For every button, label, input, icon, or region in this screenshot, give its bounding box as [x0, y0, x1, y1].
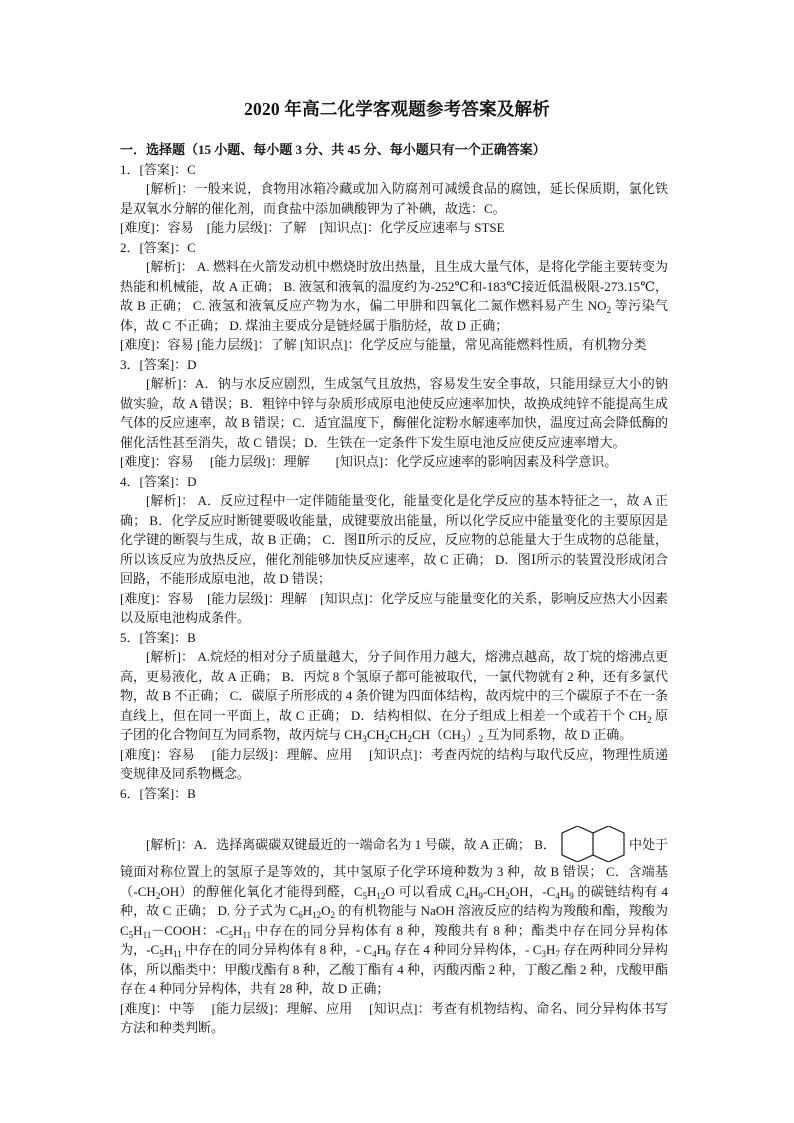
answer-line: 4．[答案]：D: [120, 473, 197, 489]
analysis-paragraph: [120, 826, 668, 999]
difficulty-line: [难度]：容易 [能力层级]：了解 [知识点]：化学反应与能量，常见高能燃料性质，有机物分类: [120, 337, 647, 352]
analysis-text-before-figure: [解析]：A．选择离碳碳双键最近的一端命名为 1 号碳，故 A 正确； B．: [146, 837, 556, 852]
answer-line: 5．[答案]：B: [120, 629, 196, 645]
question-block-3: [120, 355, 668, 472]
answer-line: 3．[答案]：D: [120, 356, 197, 372]
question-block-1: [120, 160, 668, 238]
analysis-paragraph: [解析]：一般来说，食物用冰箱冷藏或加入防腐剂可减缓食品的腐蚀，延长保质期，氯化铁是双氧水分解的催化剂，而食盐中添加碘酸钾为了补碘，故选：C。: [120, 181, 668, 216]
difficulty-line: [难度]：中等 [能力层级]：理解、应用 [知识点]：考查有机物结构、命名、同分异构体书写方法和种类判断。: [120, 1000, 668, 1035]
answer-line: 1．[答案]：C: [120, 161, 196, 177]
question-block-2: [120, 238, 668, 355]
analysis-paragraph: [解析]： A. 燃料在火箭发动机中燃烧时放出热量，且生成大量气体，是将化学能主要转变为热能和机械能，故 A 正确； B. 液氢和液氧的温度约为-252℃和-183℃接近低温极限-273.15℃，故 B 正确； C. 液氢和液氧反应产物为水，偏二甲肼和四氧化二氮作燃料易产生 $NO_2$ 等污染气体，故 C 不正确； D. 煤油主要成分是链烃属于脂肪烃，故 D 正确；: [120, 259, 668, 333]
answer-content: [120, 140, 668, 1038]
question-block-6: [120, 784, 668, 1038]
page-title: 2020 年高二化学客观题参考答案及解析: [244, 99, 550, 119]
analysis-paragraph: [解析]： A．反应过程中一定伴随能量变化，能量变化是化学反应的基本特征之一，故 A 正确； B．化学反应时断键要吸收能量，成键要放出能量，所以化学反应中能量变化的主要原因是化学键的断裂与生成，故 B 正确； C．图Ⅱ所示的反应，反应物的总能量大于生成物的总能量，所以该反应为放热反应，催化剂能够加快反应速率，故 C 正确； D．图Ⅰ所示的装置没形成闭合回路，不能形成原电池，故 D 错误；: [120, 493, 668, 586]
analysis-text-after-figure: 中处于镜面对称位置上的氢原子是等效的，其中氢原子化学环境种数为 3 种，故 B 错误； C．含端基$(-CH_2OH)$的醇催化氧化才能得到醛，$C_5H_{12}O$ 可以看成 $C_4H_9-CH_2OH$，$-C_4H_9$ 的碳链结构有 4 种，故 C 正确； D. 分子式为 $C_6H_{12}O_2$ 的有机物能与 NaOH 溶液反应的结构为羧酸和酯，羧酸为 $C_5H_{11}-COOH$：$-C_5H_{11}$ 中存在的同分异构体有 8 种，羧酸共有 8 种；酯类中存在同分异构体为，$-C_5H_{11}$ 中存在的同分异构体有 8 种，- $C_4H_9$ 存在 4 种同分异构体，- $C_3H_7$ 存在两种同分异构体，所以酯类中：甲酸戊酯有 8 种，乙酸丁酯有 4 种，丙酸丙酯 2 种，丁酸乙酯 2 种，戊酸甲酯存在 4 种同分异构体，共有 28 种，故 D 正确；: [120, 837, 669, 996]
analysis-paragraph: [解析]：A．钠与水反应剧烈，生成氢气且放热，容易发生安全事故，只能用绿豆大小的钠做实验，故 A 错误；B．粗锌中锌与杂质形成原电池使反应速率加快，故换成纯锌不能提高生成气体的反应速率，故 B 错误；C．适宜温度下，酶催化淀粉水解速率加快，温度过高会降低酶的催化活性甚至消失，故 C 错误；D．生铁在一定条件下发生原电池反应使反应速率增大。: [120, 376, 668, 450]
difficulty-line: [难度]：容易 [能力层级]：理解 [知识点]：化学反应与能量变化的关系，影响反应热大小因素以及原电池构成条件。: [120, 590, 668, 625]
section-heading: 一．选择题（15 小题、每小题 3 分、共 45 分、每小题只有一个正确答案）: [120, 142, 546, 157]
difficulty-line: [难度]：容易 [能力层级]：理解 [知识点]：化学反应速率的影响因素及科学意识。: [120, 454, 618, 469]
difficulty-line: [难度]：容易 [能力层级]：了解 [知识点]：化学反应速率与 STSE: [120, 220, 505, 235]
question-block-4: [120, 472, 668, 628]
decalin-structure-icon: [560, 826, 626, 862]
difficulty-line: [难度]：容易 [能力层级]：理解、应用 [知识点]：考查丙烷的结构与取代反应，物理性质递变规律及同系物概念。: [120, 746, 668, 781]
figure-gap: [120, 803, 668, 826]
answer-line: 2．[答案]：C: [120, 239, 196, 255]
analysis-paragraph: [解析]： A.烷烃的相对分子质量越大，分子间作用力越大，熔沸点越高，故丁烷的熔沸点更高，更易液化，故 A 正确； B．丙烷 8 个氢原子都可能被取代，一氯代物就有 2 种，还有多氯代物，故 B 不正确； C．碳原子所形成的 4 条价键为四面体结构，故丙烷中的三个碳原子不在一条直线上，但在同一平面上，故 C 正确； D．结构相似、在分子组成上相差一个或若干个 $CH_2$ 原子团的化合物间互为同系物，故丙烷与 $CH_3CH_2CH_2CH(CH_3)_2$ 互为同系物，故 D 正确。: [120, 649, 668, 744]
answer-line: 6．[答案]：B: [120, 785, 196, 801]
question-block-5: [120, 628, 668, 784]
